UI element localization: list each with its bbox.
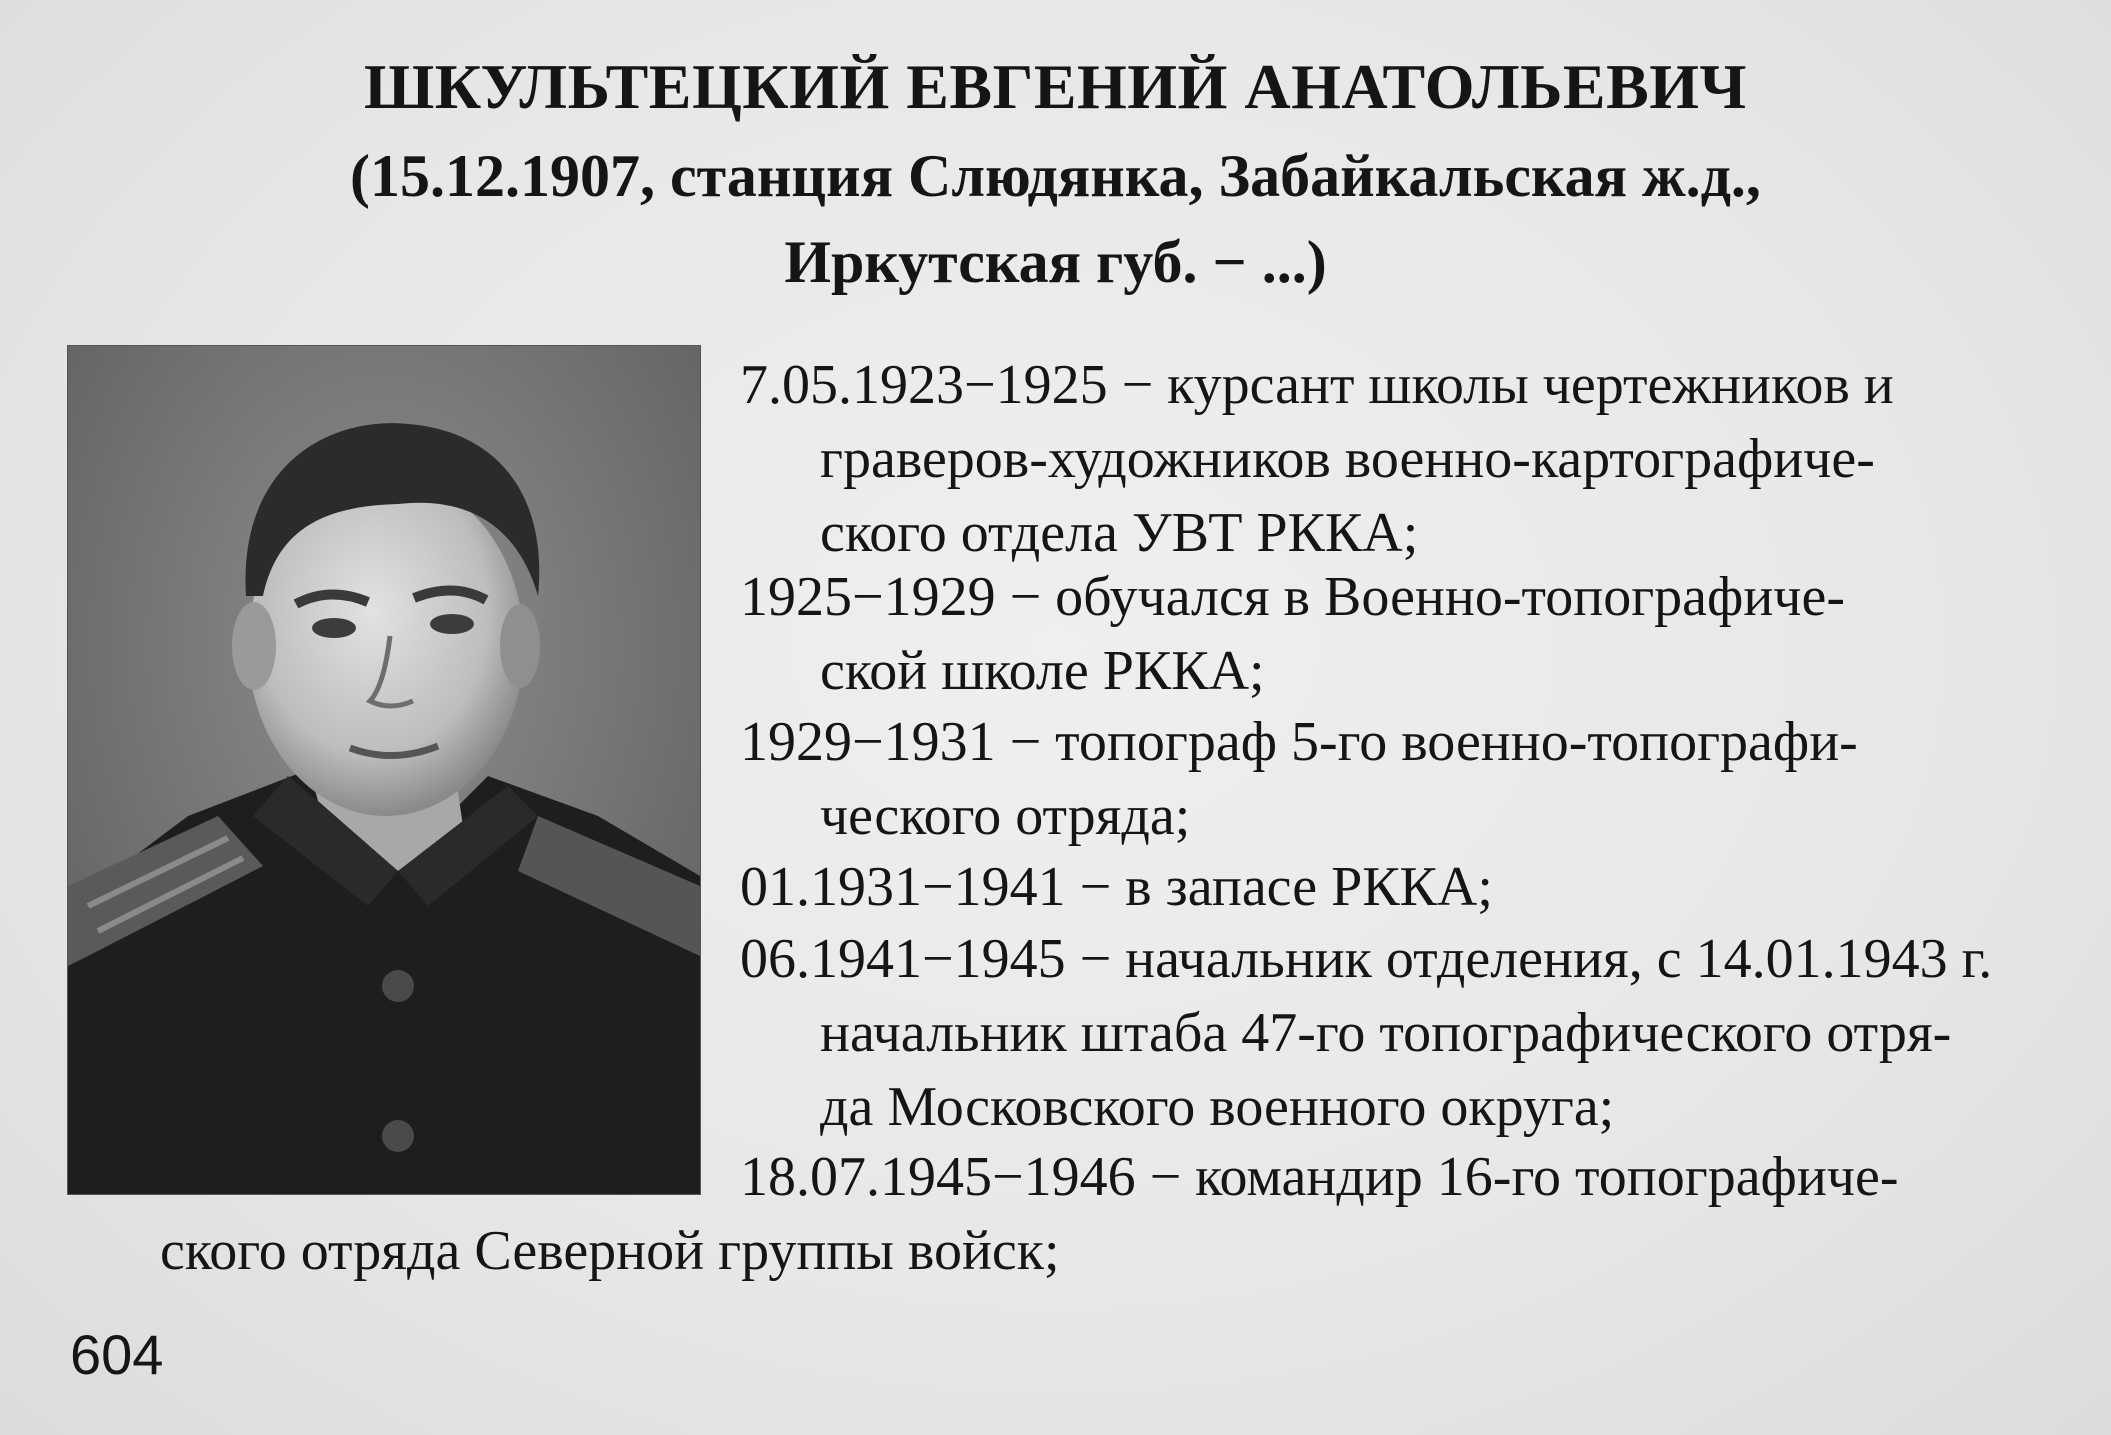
career-entry <box>740 560 2020 708</box>
entry-line: ческого отряда; <box>820 785 1191 847</box>
entry-line: да Московского военного округа; <box>820 1076 1615 1138</box>
page-number: 604 <box>70 1323 164 1386</box>
entry-line: 1929−1931 − топограф 5-го военно-топографи- <box>740 711 1858 773</box>
career-entry <box>740 705 2020 853</box>
career-entry-continuation <box>160 1214 1440 1288</box>
person-name: ШКУЛЬТЕЦКИЙ ЕВГЕНИЙ АНАТОЛЬЕВИЧ <box>363 51 1748 122</box>
entry-line: 1925−1929 − обучался в Военно-топографиче- <box>740 566 1845 628</box>
entry-line: ского отряда Северной группы войск; <box>160 1220 1060 1282</box>
entry-line: ской школе РККА; <box>820 640 1265 702</box>
portrait-image <box>68 346 700 1194</box>
entry-line: 06.1941−1945 − начальник отделения, с 14.01.1943 г. <box>740 928 1993 990</box>
entry-line: 01.1931−1941 − в запасе РККА; <box>740 856 1493 918</box>
birth-date-line: (15.12.1907, станция Слюдянка, Забайкальская ж.д., <box>350 143 1761 209</box>
entry-line: начальник штаба 47-го топографического отря- <box>820 1002 1952 1064</box>
career-entry <box>740 850 2020 924</box>
entry-line: ского отдела УВТ РККА; <box>820 502 1419 564</box>
entry-line: граверов-художников военно-картографиче- <box>820 428 1875 490</box>
entry-line: 7.05.1923−1925 − курсант школы чертежников и <box>740 354 1894 416</box>
birth-place-line: Иркутская губ. − ...) <box>784 229 1327 295</box>
portrait-photo <box>68 346 700 1194</box>
career-entry <box>740 922 2020 1144</box>
entry-line: 18.07.1945−1946 − командир 16-го топографиче- <box>740 1146 1899 1208</box>
career-entry <box>740 1140 2020 1214</box>
career-entry <box>740 348 2020 570</box>
